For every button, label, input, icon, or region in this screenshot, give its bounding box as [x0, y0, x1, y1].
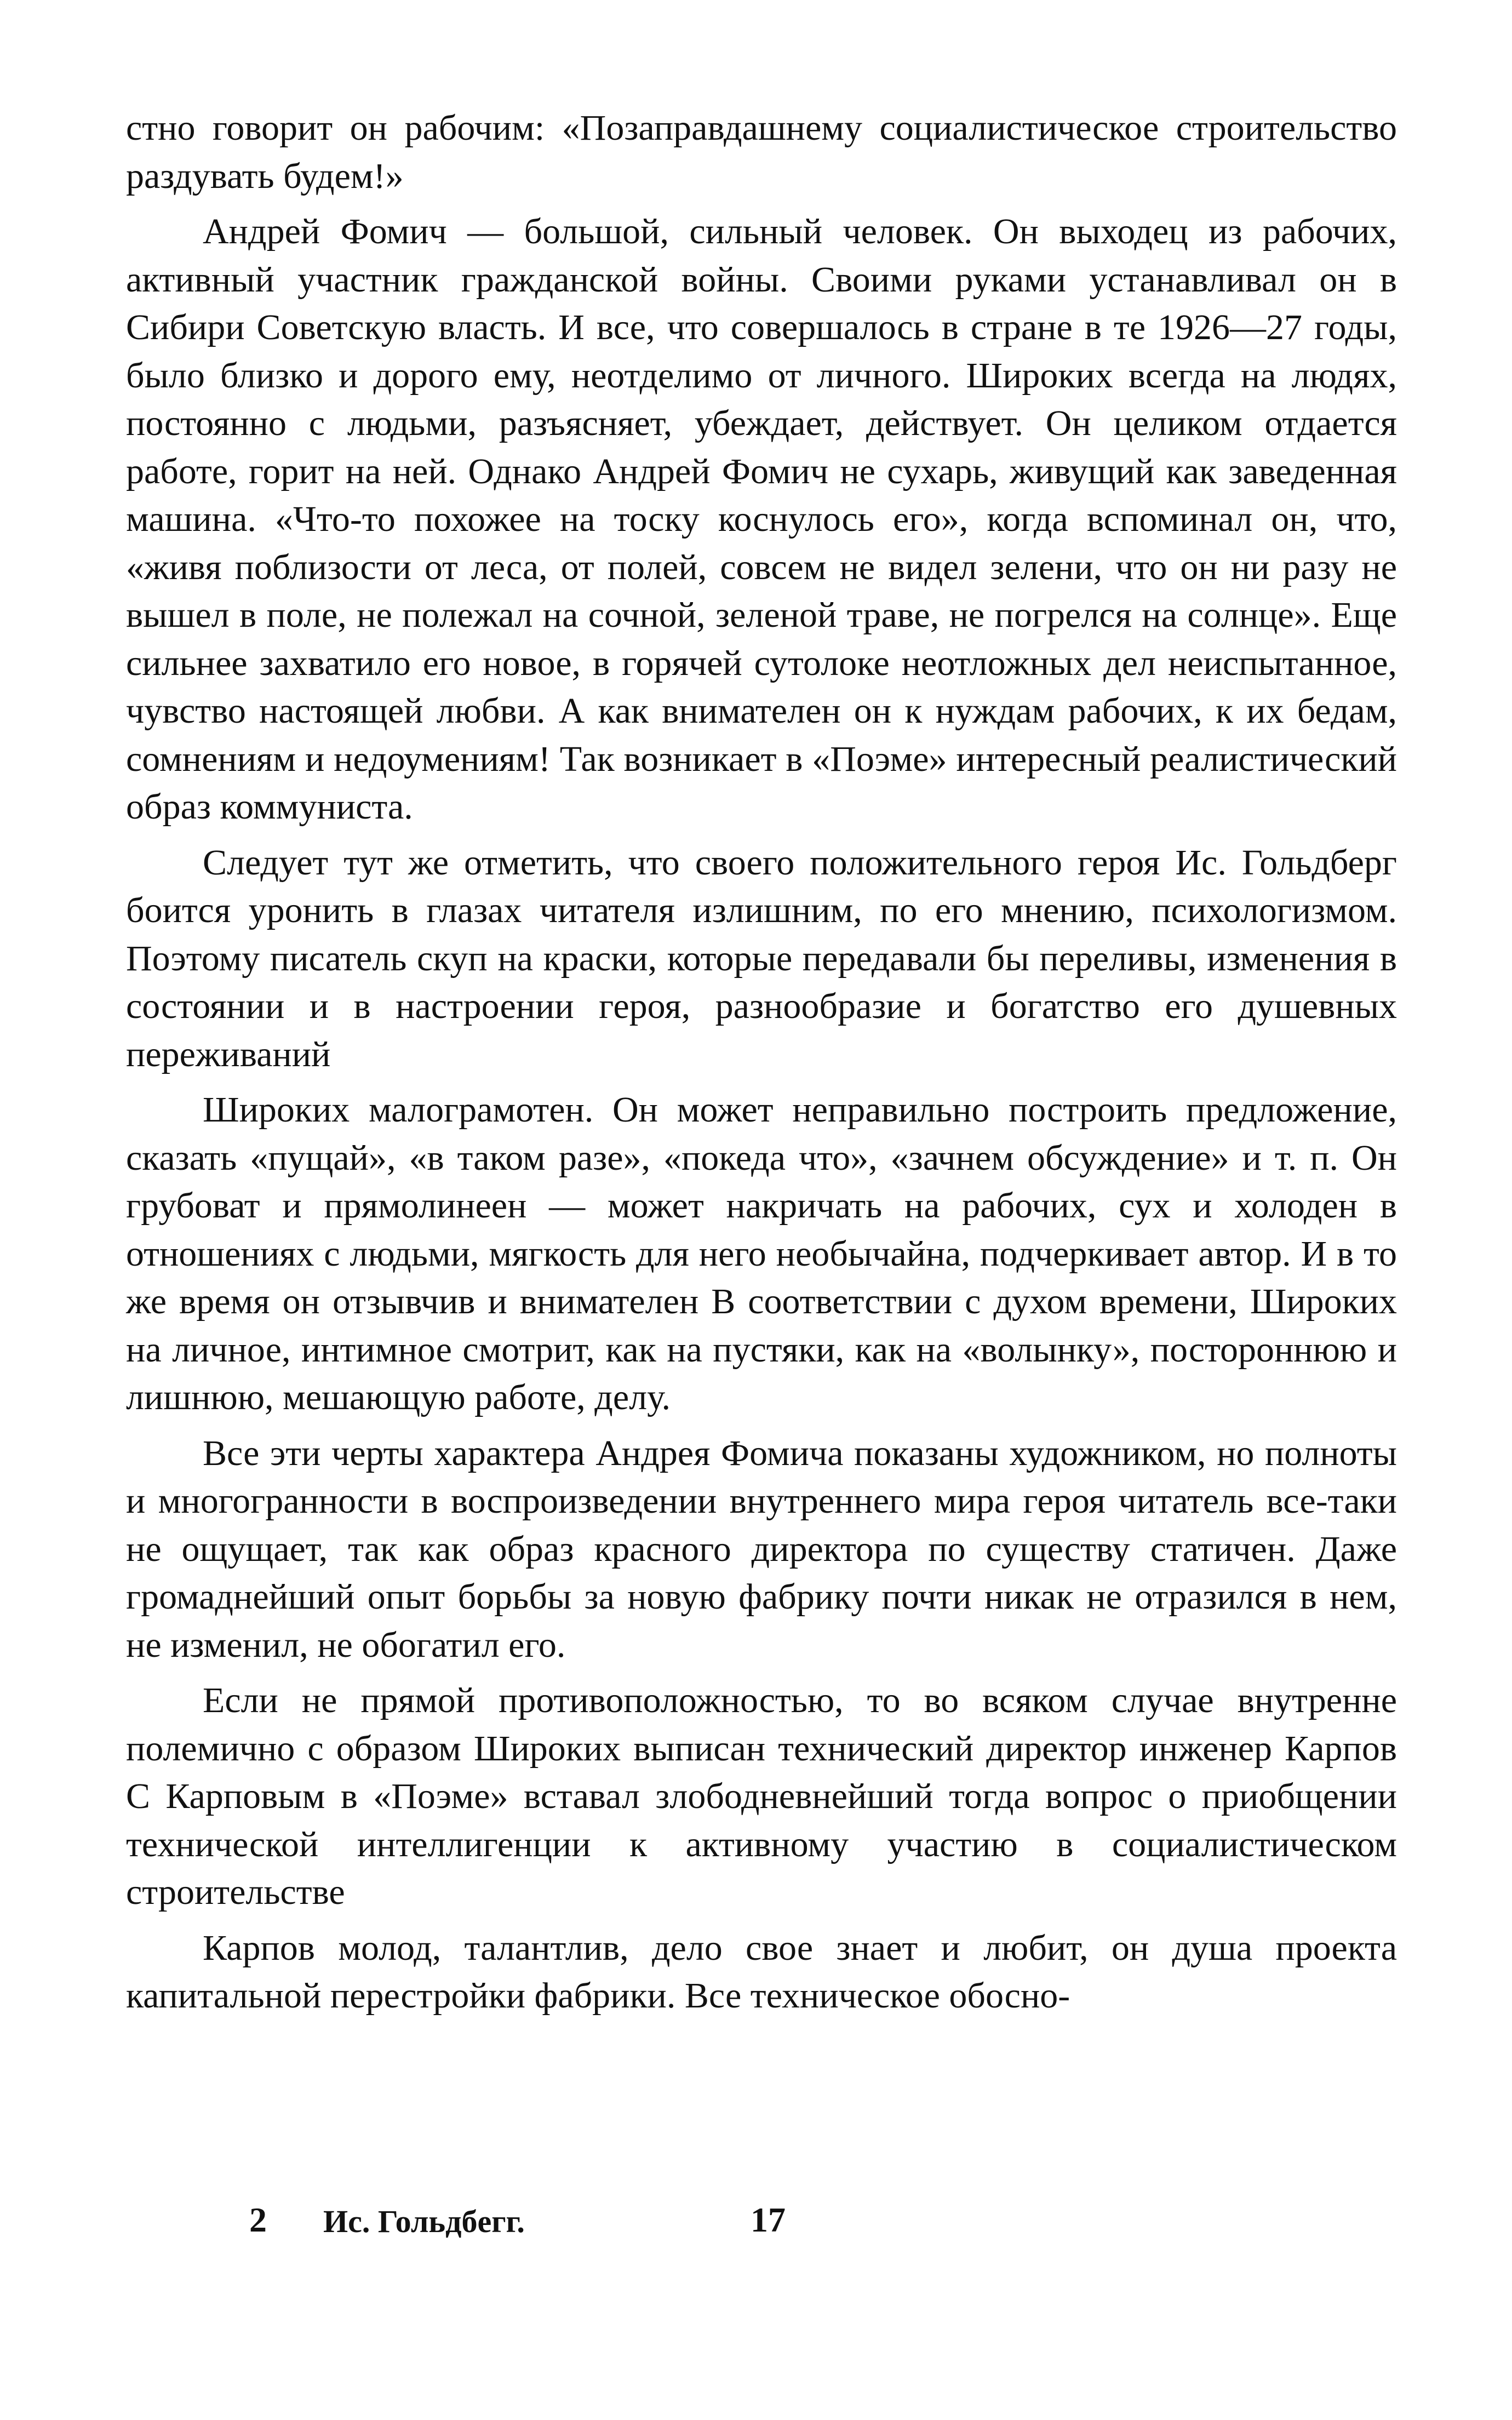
- paragraph-karpov: Карпов молод, талантлив, дело свое знает и любит, он душа проекта капитальной перестройки фабрики. Все техническое обосно-: [126, 1927, 1397, 2016]
- page-body: [126, 104, 1397, 2028]
- paragraph-positive-hero: Следует тут же отметить, что своего положительного героя Ис. Гольдберг боится уронить в глазах читателя излишним, по его мнению, психологизмом. Поэтому писатель скуп на краски, которые передавали бы переливы, изменения в состоянии и в настроении героя, разнообразие и богатство его душевных переживаний: [126, 842, 1397, 1074]
- paragraph-continuation: стно говорит он рабочим: «Позаправдашнему социалистическое строительство раздувать будем!»: [126, 108, 1397, 196]
- page-number: 17: [751, 2200, 786, 2239]
- signature-text: Ис. Гольдбeгг.: [323, 2204, 525, 2239]
- paragraph-character-traits: Все эти черты характера Андрея Фомича показаны художником, но полноты и многогранности в воспроизведении внутреннего мира героя читатель все-таки не ощущает, так как образ красного директора по существу статичен. Даже громаднейший опыт борьбы за новую фабрику почти никак не отразился в нем, не изменил, не обогатил его.: [126, 1433, 1397, 1665]
- paragraph-karpov-intro: Если не прямой противоположностью, то во всяком случае внутренне полемично с образом Широких выписан технический директор инженер Карпов С Карповым в «Поэме» вставал злободневнейший тогда вопрос о приобщении технической интеллигенции к активному участию в социалистическом строительстве: [126, 1680, 1397, 1912]
- page-footer: [0, 2200, 1512, 2249]
- paragraph-shirokikh: Широких малограмотен. Он может неправильно построить предложение, сказать «пущай», «в таком разе», «покеда что», «зачнем обсуждение» и т. п. Он грубоват и прямолинеен — может накричать на рабочих, сух и холоден в отношениях с людьми, мягкость для него необычайна, подчеркивает автор. И в то же время он отзывчив и внимателен В соответствии с духом времени, Широких на личное, интимное смотрит, как на пустяки, как на «волынку», постороннюю и лишнюю, мешающую работе, делу.: [126, 1090, 1397, 1417]
- signature-number: 2: [249, 2200, 267, 2239]
- paragraph-andrei-fomich: Андрей Фомич — большой, сильный человек. Он выходец из рабочих, активный участник гражданской войны. Своими руками устанавливал он в Сибири Советскую власть. И все, что совершалось в стране в те 1926—27 годы, было близко и дорого ему, неотделимо от личного. Широких всегда на людях, постоянно с людьми, разъясняет, убеждает, действует. Он целиком отдается работе, горит на ней. Однако Андрей Фомич не сухарь, живущий как заведенная машина. «Что-то похожее на тоску коснулось его», когда вспоминал он, что, «живя поблизости от леса, от полей, совсем не видел зелени, что он ни разу не вышел в поле, не полежал на сочной, зеленой траве, не погрелся на солнце». Еще сильнее захватило его новое, в горячей сутолоке неотложных дел неиспытанное, чувство настоящей любви. А как внимателен он к нуждам рабочих, к их бедам, сомнениям и недоумениям! Так возникает в «Поэме» интересный реалистический образ коммуниста.: [126, 211, 1397, 827]
